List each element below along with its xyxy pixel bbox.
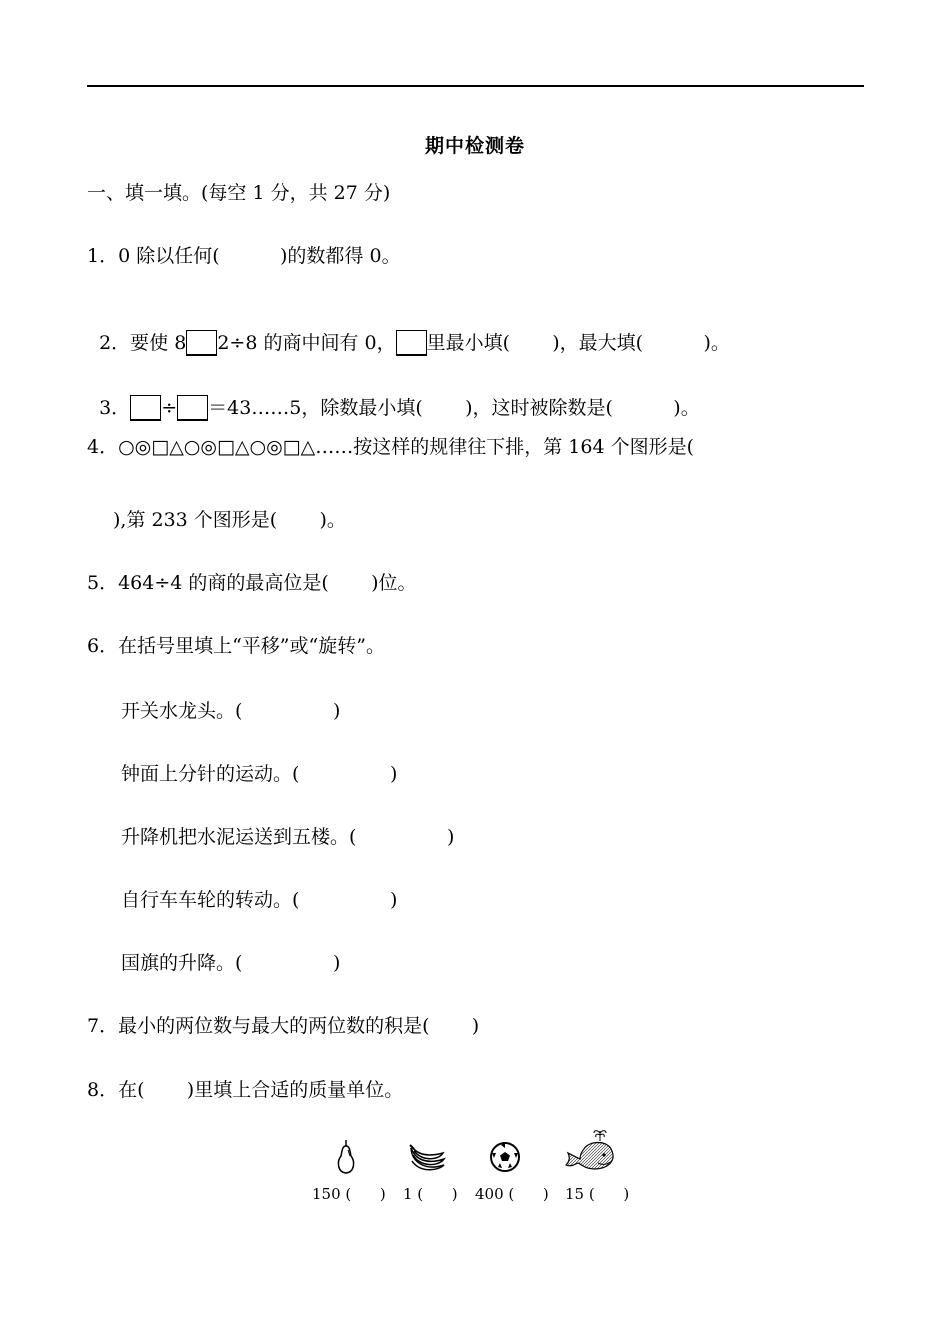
header-rule	[87, 85, 864, 87]
section-heading: 一、填一填。(每空 1 分，共 27 分)	[87, 182, 391, 204]
question-6-item: 自行车车轮的转动。( )	[121, 889, 398, 911]
question-2	[87, 304, 730, 356]
question-2-part-a: 2．要使 8	[99, 332, 187, 354]
question-6-item: 开关水龙头。( )	[121, 700, 341, 722]
divisor-box[interactable]	[177, 395, 208, 421]
question-6-item: 钟面上分针的运动。( )	[121, 763, 398, 785]
pear-icon	[334, 1138, 358, 1176]
question-3	[87, 369, 700, 421]
answer-box[interactable]	[396, 330, 427, 356]
dividend-box[interactable]	[130, 395, 161, 421]
page-title: 期中检测卷	[424, 135, 525, 157]
question-8: 8．在( )里填上合适的质量单位。	[87, 1079, 404, 1101]
question-2-part-b: 2÷8 的商中间有 0，	[217, 332, 396, 354]
q8-label: 150 ( )	[312, 1185, 386, 1203]
banana-icon	[408, 1143, 448, 1175]
question-3-part-a: 3．	[99, 397, 131, 419]
q8-label: 15 ( )	[565, 1185, 630, 1203]
question-6-item: 升降机把水泥运送到五楼。( )	[121, 826, 455, 848]
answer-box[interactable]	[186, 330, 217, 356]
question-5: 5．464÷4 的商的最高位是( )位。	[87, 572, 417, 594]
question-3-part-c: ＝43……5，除数最小填( )，这时被除数是( )。	[208, 397, 700, 419]
question-7: 7．最小的两位数与最大的两位数的积是( )	[87, 1015, 480, 1037]
divide-sign: ÷	[161, 397, 178, 419]
soccer-ball-icon	[489, 1141, 521, 1173]
question-4-line-2: ),第 233 个图形是( )。	[113, 509, 346, 531]
q8-label: 400 ( )	[475, 1185, 549, 1203]
question-2-part-c: 里最小填( )，最大填( )。	[426, 332, 730, 354]
question-6-item: 国旗的升降。( )	[121, 952, 341, 974]
whale-icon	[564, 1127, 620, 1177]
q8-label: 1 ( )	[403, 1185, 458, 1203]
question-6-stem: 6．在括号里填上“平移”或“旋转”。	[87, 635, 385, 657]
question-1: 1．0 除以任何( )的数都得 0。	[87, 245, 401, 267]
q8-pictures	[312, 1125, 652, 1215]
question-4-line-1: 4．○◎□△○◎□△○◎□△……按这样的规律往下排，第 164 个图形是(	[87, 436, 695, 458]
